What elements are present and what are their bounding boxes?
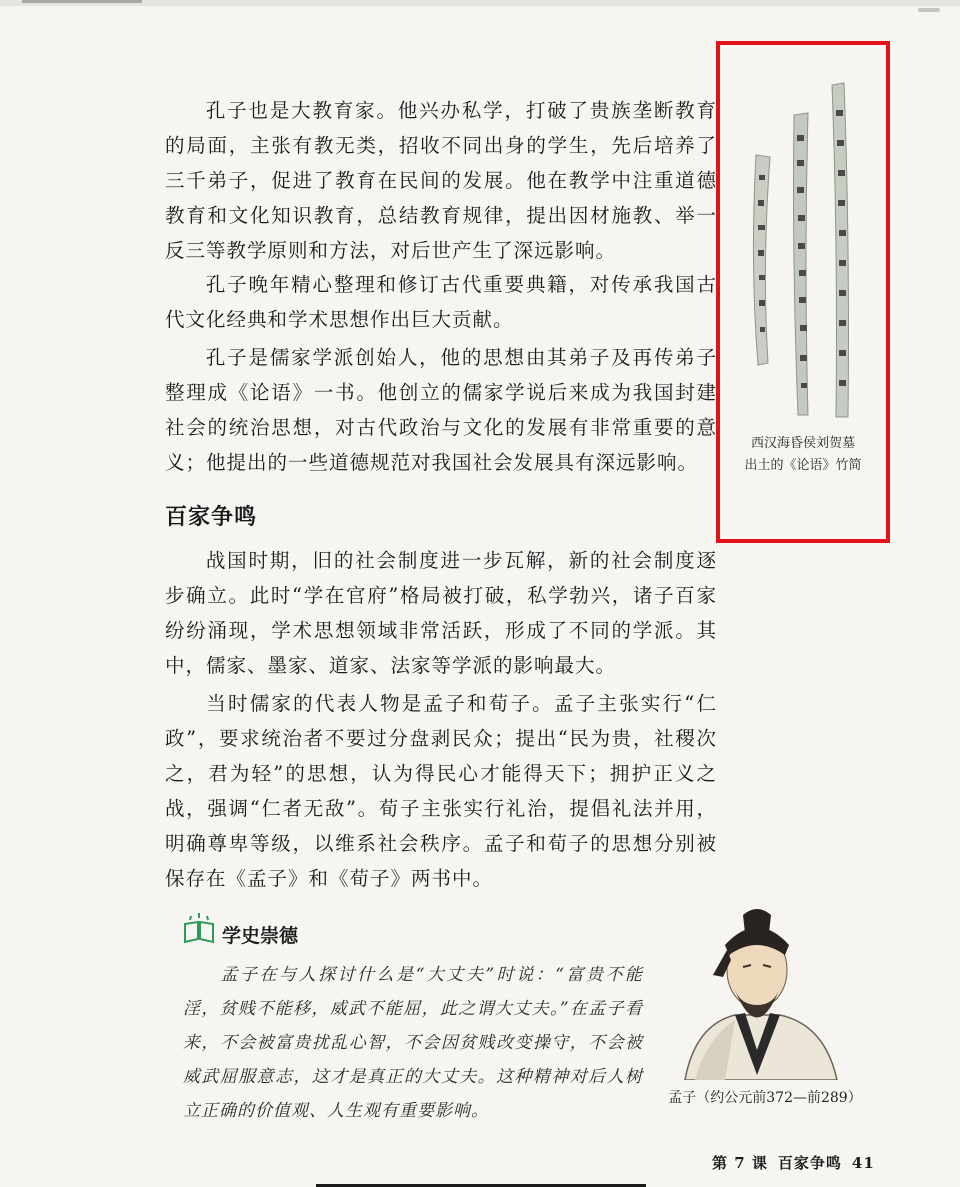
figure-highlight-box: [716, 41, 890, 543]
bamboo-slips-image: [728, 65, 878, 425]
paragraph-confucius-education: [165, 93, 717, 268]
page-edge-marks: [22, 0, 142, 7]
figure-caption: [720, 433, 886, 477]
feature-title: 学史崇德: [222, 925, 299, 947]
paragraph-mencius-xunzi: [165, 686, 717, 896]
bamboo-slip: [794, 113, 809, 415]
feature-paragraph: 孟子在与人探讨什么是“大丈夫”时说：“富贵不能淫，贫贱不能移，威武不能屈，此之谓大丈夫。”在孟子看来，不会被富贵扰乱心智，不会因贫贱改变操守，不会被威武屈服意志，这才是真正的大丈夫。这种精神对后人树立正确的价值观、人生观有重要影响。: [183, 965, 643, 1121]
paragraph-text: 战国时期，旧的社会制度进一步瓦解，新的社会制度逐步确立。此时“学在官府”格局被打破，私学勃兴，诸子百家纷纷涌现，学术思想领域非常活跃，形成了不同的学派。其中，儒家、墨家、道家、法家等学派的影响最大。: [165, 549, 717, 677]
bamboo-slip: [832, 83, 849, 417]
paragraph-confucianism: [165, 340, 717, 480]
paragraph-text: 孔子也是大教育家。他兴办私学，打破了贵族垄断教育的局面，主张有教无类，招收不同出身的学生，先后培养了三千弟子，促进了教育在民间的发展。他在教学中注重道德教育和文化知识教育，总结教育规律，提出因材施教、举一反三等教学原则和方法，对后世产生了深远影响。: [165, 99, 717, 262]
caption-line-2: 出土的《论语》竹简: [744, 458, 862, 473]
paragraph-confucius-classics: [165, 267, 717, 337]
book-icon: [182, 912, 216, 946]
caption-line-1: 西汉海昏侯刘贺墓: [750, 436, 855, 451]
lesson-number: 第 7 课: [712, 1154, 768, 1172]
page-edge-mark: [918, 8, 940, 12]
paragraph-warring-states: [165, 543, 717, 683]
paragraph-text: 当时儒家的代表人物是孟子和荀子。孟子主张实行“仁政”，要求统治者不要过分盘剥民众；提出“民为贵，社稷次之，君为轻”的思想，认为得民心才能得天下；拥护正义之战，强调“仁者无敌”。荀子主张实行礼治，提倡礼法并用，明确尊卑等级，以维系社会秩序。孟子和荀子的思想分别被保存在《孟子》和《荀子》两书中。: [165, 692, 717, 890]
bamboo-slip: [753, 155, 770, 365]
top-edge: [0, 0, 960, 6]
paragraph-text: 孔子晚年精心整理和修订古代重要典籍，对传承我国古代文化经典和学术思想作出巨大贡献。: [165, 273, 717, 331]
mencius-portrait: [665, 905, 850, 1080]
page-footer: [712, 1152, 885, 1173]
page-number: 41: [851, 1154, 875, 1172]
lesson-title: 百家争鸣: [777, 1154, 842, 1172]
paragraph-text: 孔子是儒家学派创始人，他的思想由其弟子及再传弟子整理成《论语》一书。他创立的儒家学说后来成为我国封建社会的统治思想，对古代政治与文化的发展有非常重要的意义；他提出的一些道德规范对我国社会发展具有深远影响。: [165, 346, 717, 474]
section-heading: 百家争鸣: [165, 505, 258, 530]
feature-text: [183, 958, 643, 1128]
portrait-caption: 孟子（约公元前372—前289）: [668, 1090, 862, 1106]
